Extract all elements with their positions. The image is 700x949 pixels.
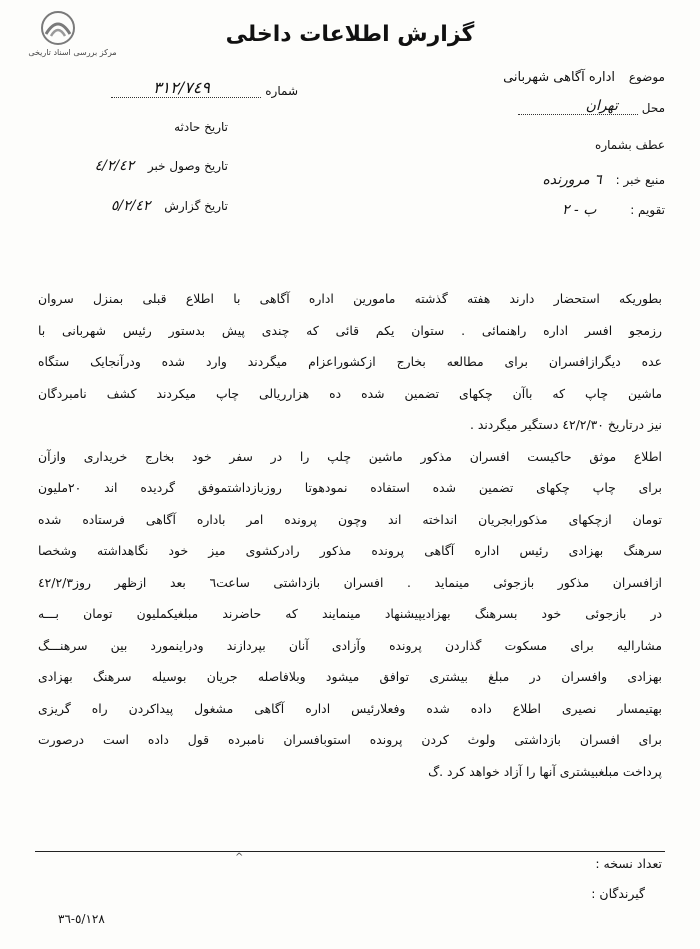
body-line: بهتیمسار نصیری اطلاع داده شده وفعلارئیس اداره آگاهی مشغول پیداکردن راه گریزی [38, 700, 662, 716]
report-date-label: تاریخ گزارش [164, 199, 228, 213]
evaluation-label: تقویم : [630, 203, 665, 217]
body-line: عده دیگرازافسران برای مطالعه بخارج ازکشوراعزام میگردند وارد شده ودرآنجایک ستگاه [38, 354, 662, 369]
copies-label: تعداد نسخه : [595, 856, 662, 871]
body-line: اطلاع موثق حاکیست افسران مذکور ماشین چلپ را در سفر خود بخارج خریداری وازآن [38, 448, 662, 464]
evaluation-value: ب - ٢ [562, 202, 597, 218]
number-value: ٣١٢/٧٤٩ [152, 78, 210, 97]
report-date-value: ٥/٢/٤٢ [110, 198, 151, 214]
body-line: برای افسران بازداشتی ولوث کردن پرونده استوبافسران نامبرده قول داده است درصورت [38, 732, 662, 747]
evaluation-field [562, 202, 665, 218]
incident-date-label: تاریخ حادثه [174, 120, 228, 134]
reference-field [595, 138, 665, 152]
number-label: شماره [265, 84, 298, 98]
body-line: نیز درتاریخ ٤٢/٢/٣٠ دستگیر میگردند . [469, 417, 662, 432]
subject-label: موضوع [628, 70, 665, 84]
report-body [38, 283, 662, 787]
body-line: بهزادی وافسران در مبلغ بیشتری توافق میشود وبلافاصله جریان بوسیله سرهنگ بهزادی [38, 669, 662, 684]
place-value: تهران [585, 98, 618, 114]
punch-mark-icon: ^ [235, 852, 244, 863]
body-line: پرداخت مبلغبیشتری آنها را آزاد خواهد کرد .گ [428, 763, 662, 779]
recipients-field [591, 886, 645, 901]
received-date-label: تاریخ وصول خبر [147, 159, 228, 173]
received-date-value: ٤/٢/٤٢ [94, 158, 135, 174]
body-line: سرهنگ بهزادی رئیس اداره آگاهی پرونده مذکور رادرکشوی میز خود نگاهداشته وشخصا [38, 543, 662, 558]
source-label: منبع خبر : [615, 173, 665, 187]
incident-date-field [174, 120, 228, 134]
number-field [111, 78, 298, 98]
source-value: ٦ مرورنده [542, 172, 602, 188]
subject-field [503, 70, 665, 85]
footer-separator [35, 851, 665, 852]
body-line: برای چاپ چکهای تضمین شده استفاده نمودهوتا روزبازداشتموفق گردیده اند ٢٠ملیون [38, 480, 662, 495]
body-line: بطوریکه استحضار دارند هفته گذشته مامورین اداره آگاهی با اطلاع قبلی بمنزل سروان [38, 291, 662, 306]
body-line: در بازجوئی خود بسرهنگ بهزادیپیشنهاد مینمایند که حاضرند مبلغیکملیون تومان بـــه [38, 606, 662, 621]
document-code: ٥/١٢٨-٣٦ [58, 912, 105, 926]
place-label: محل [641, 101, 665, 115]
body-line: تومان ازچکهای مذکورابجریان انداخته اند وچون پرونده امر باداره آگاهی فرستاده شده [38, 511, 662, 527]
subject-value: اداره آگاهی شهربانی [503, 70, 615, 85]
body-line: رزمجو افسر اداره راهنمائی . ستوان یکم قائی که چندی پیش بدستور رئیس شهربانی با [38, 322, 662, 338]
copies-field [595, 856, 662, 871]
body-line: ماشین چاپ که باآن چکهای تضمین شده ده هزارریالی چاپ میکردند کشف نامبردگان [38, 385, 662, 401]
page-title: گزارش اطلاعات داخلی [225, 22, 475, 47]
reference-label: عطف بشماره [595, 138, 665, 152]
source-field [542, 172, 665, 188]
body-line: ازافسران مذکور بازجوئی مینماید . افسران بازداشتی ساعت٦ بعد ازظهر روز٤٢/٢/٣ [38, 574, 662, 590]
recipients-label: گیرندگان : [591, 886, 645, 901]
archive-logo-text: مرکز بررسی اسناد تاریخی [28, 48, 117, 57]
received-date-field [95, 158, 228, 174]
place-field [518, 98, 665, 115]
body-line: مشارالیه برای مسکوت گذاردن پرونده وآزادی آنان بپردازند ودراینمورد بین سرهنـــگ [38, 637, 662, 653]
report-date-field [111, 198, 228, 214]
